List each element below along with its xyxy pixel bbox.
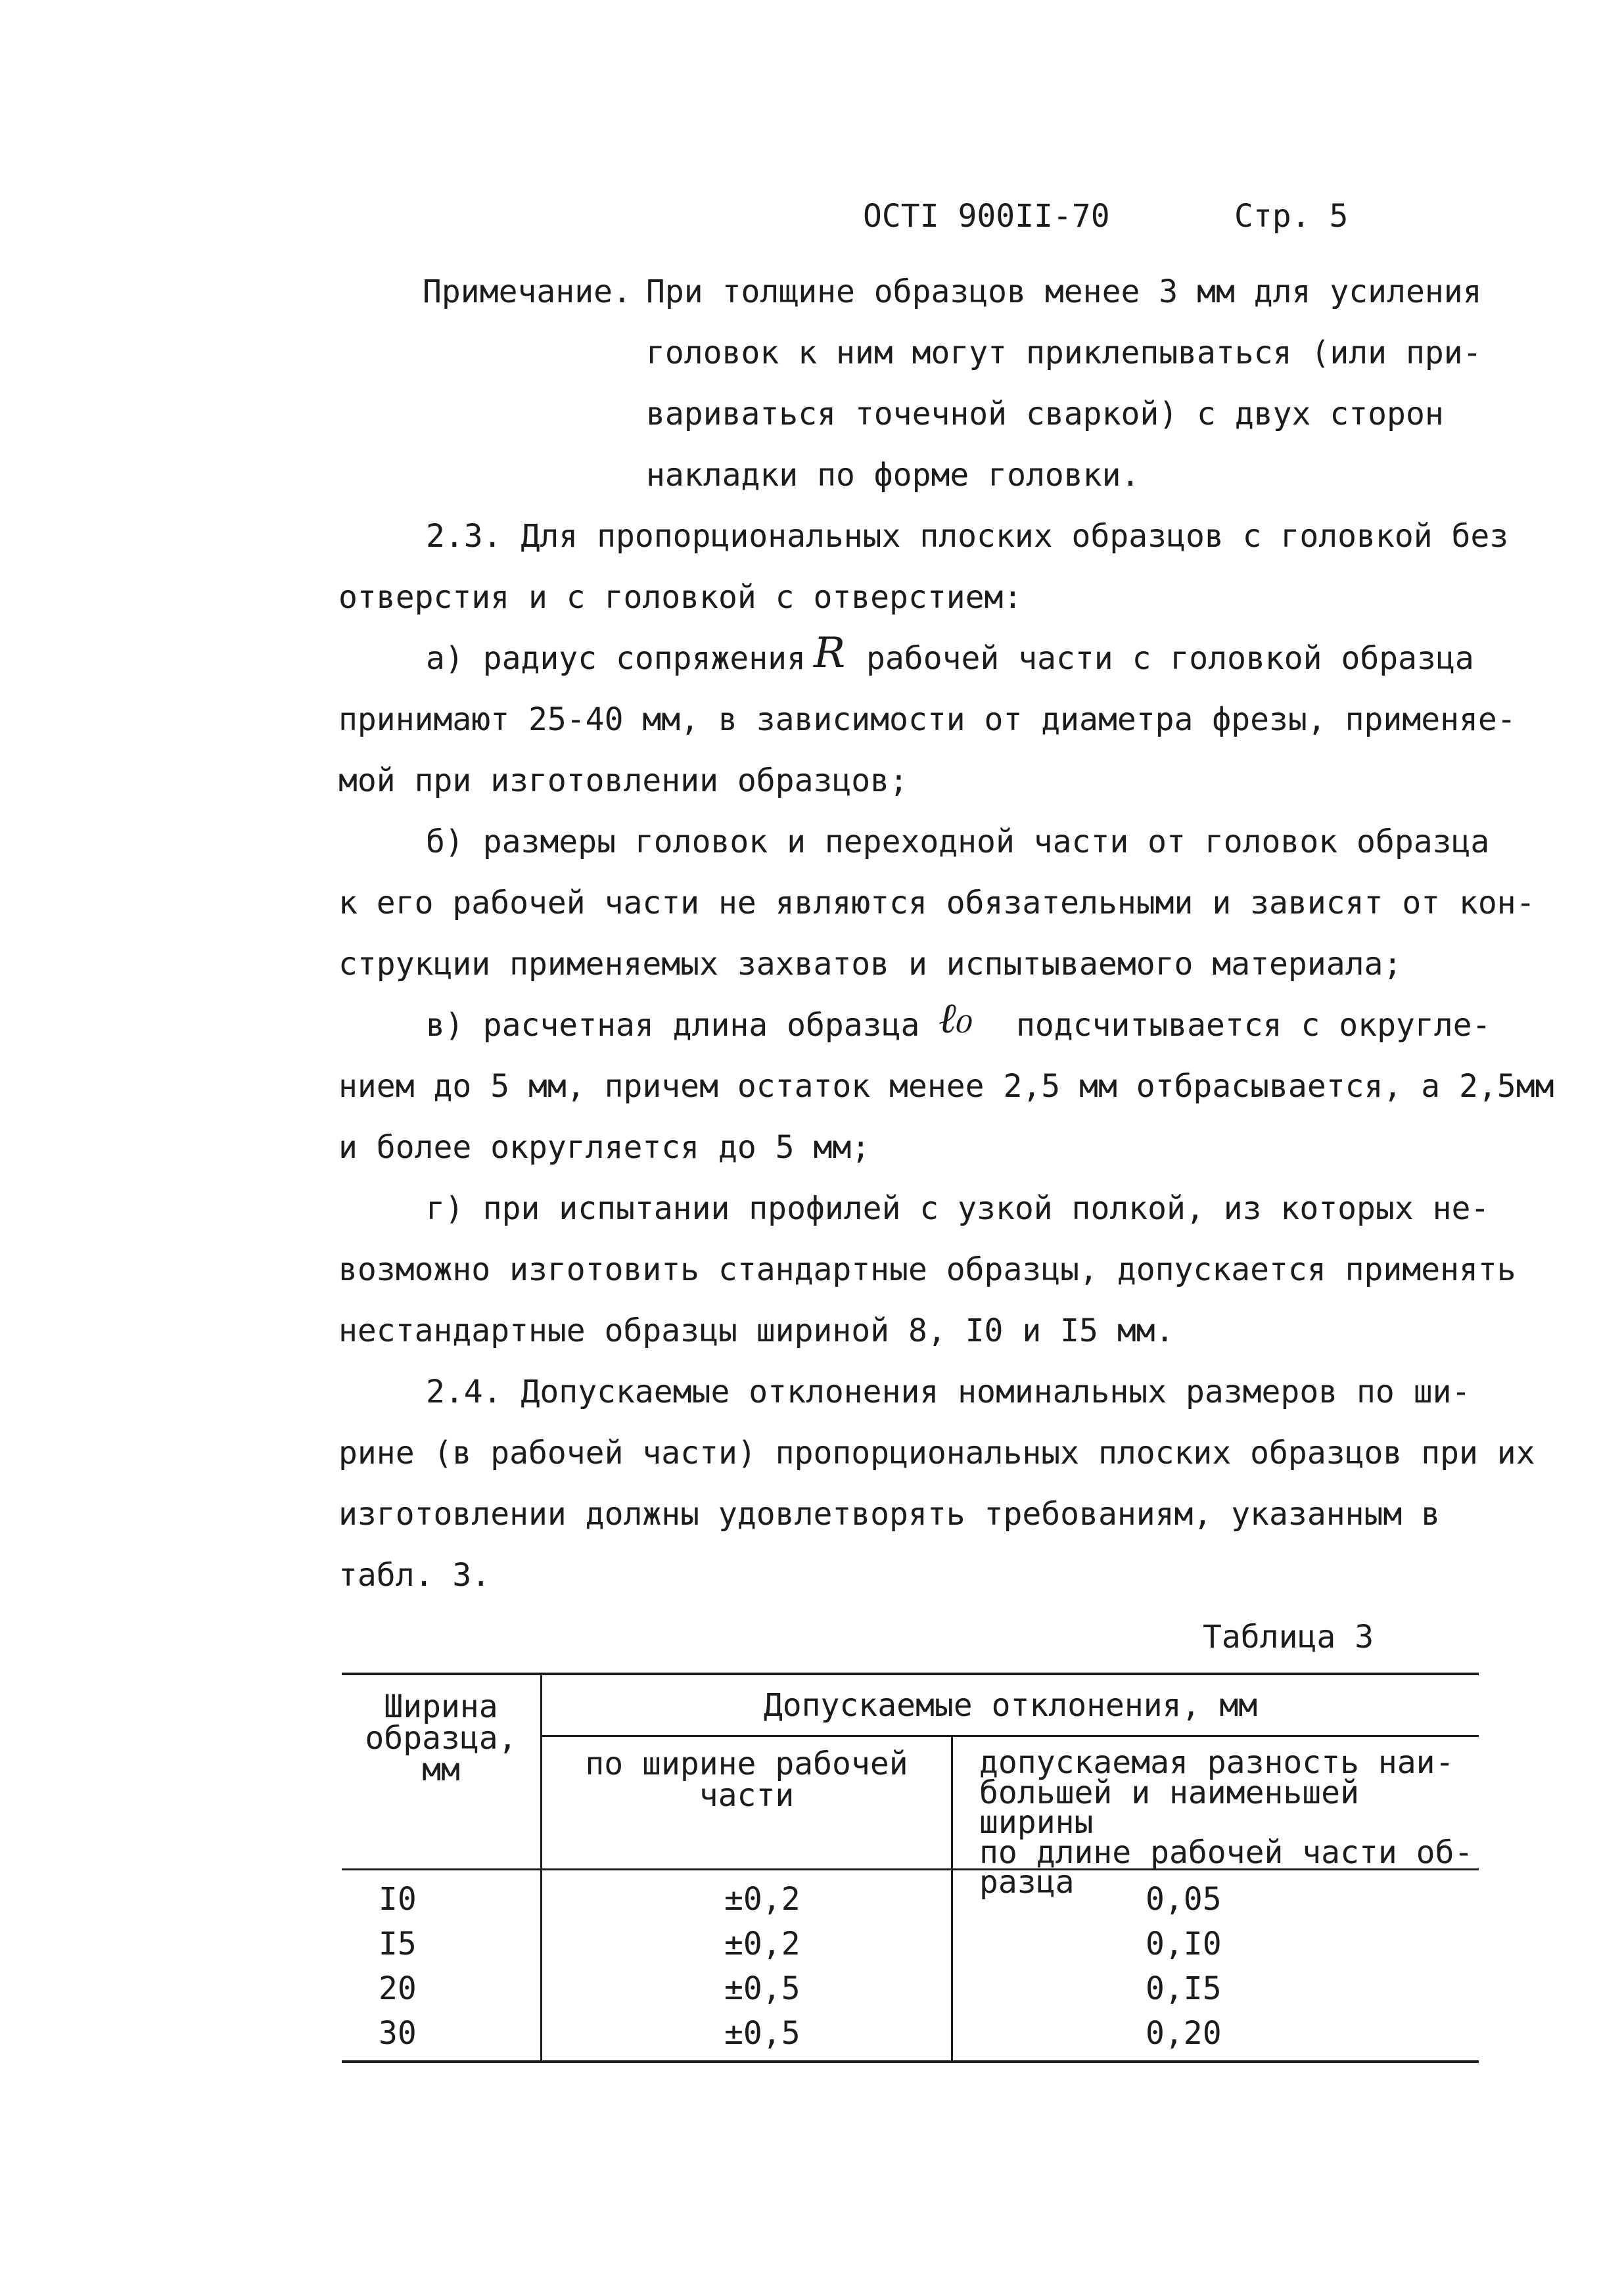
table-cell-width: I0 [379, 1881, 417, 1918]
paragraph-line: г) при испытании профилей с узкой полкой, из которых не- [426, 1190, 1490, 1227]
note-line: вариваться точечной сваркой) с двух сторон [646, 396, 1444, 432]
table-group-rule [540, 1735, 1479, 1737]
table-cell-deviation: ±0,5 [724, 2015, 800, 2052]
paragraph-line: отверстия и с головкой с отверстием: [338, 579, 1023, 616]
note-label: Примечание. [423, 273, 632, 310]
paragraph-line: табл. 3. [338, 1557, 491, 1594]
item-a-text: а) радиус сопряжения [426, 640, 806, 677]
note-line: накладки по форме головки. [646, 457, 1140, 494]
paragraph-line: мой при изготовлении образцов; [338, 762, 908, 799]
note-line: При толщине образцов менее 3 мм для усиления [646, 273, 1482, 310]
paragraph-line: к его рабочей части не являются обязательными и зависят от кон- [338, 885, 1535, 921]
paragraph-line: принимают 25-40 мм, в зависимости от диаметра фрезы, применяе- [338, 701, 1516, 738]
radius-symbol: R [814, 629, 846, 678]
item-v-text: в) расчетная длина образца [426, 1007, 920, 1044]
paragraph-line: струкции применяемых захватов и испытываемого материала; [338, 946, 1403, 983]
paragraph-line: б) размеры головок и переходной части от головок образца [426, 823, 1490, 860]
table-cell-deviation: ±0,2 [724, 1881, 800, 1918]
header-col2-label: по ширине рабочей части [585, 1746, 908, 1814]
paragraph-line: 2.3. Для пропорциональных плоских образцов с головкой без [426, 518, 1509, 555]
paragraph-line: изготовлении должны удовлетворять требованиям, указанным в [338, 1496, 1441, 1533]
length-symbol: ℓ₀ [939, 994, 973, 1043]
table-cell-width: 20 [379, 1970, 417, 2007]
table-cell-difference: 0,I0 [1146, 1926, 1222, 1962]
header-group-label: Допускаемые отклонения, мм [763, 1687, 1258, 1724]
table-col-divider [540, 1673, 542, 2063]
item-a-text: рабочей части с головкой образца [866, 640, 1474, 677]
table-cell-deviation: ±0,2 [724, 1926, 800, 1962]
table-cell-difference: 0,05 [1146, 1881, 1222, 1918]
table-bottom-rule [342, 2060, 1479, 2063]
document-code: ОСТI 900II-70 [863, 198, 1110, 235]
note-line: головок к ним могут приклепываться (или при- [646, 335, 1482, 371]
table-cell-difference: 0,I5 [1146, 1970, 1222, 2007]
table-top-rule [342, 1673, 1479, 1675]
table-cell-deviation: ±0,5 [724, 1970, 800, 2007]
header-col3-label: допускаемая разность наи- большей и наименьшей ширины по длине рабочей части об- разца [979, 1744, 1473, 1901]
paragraph-line: нестандартные образцы шириной 8, I0 и I5 мм. [338, 1312, 1174, 1349]
page-number: Стр. 5 [1234, 198, 1349, 235]
table-col-divider [951, 1735, 953, 2063]
table-cell-difference: 0,20 [1146, 2015, 1222, 2052]
item-v-text: подсчитывается с округле- [1016, 1007, 1491, 1044]
header-width-label: Ширина образца, мм [365, 1688, 517, 1788]
paragraph-line: нием до 5 мм, причем остаток менее 2,5 мм отбрасывается, а 2,5мм [338, 1068, 1554, 1105]
paragraph-line: возможно изготовить стандартные образцы, допускается применять [338, 1251, 1516, 1288]
table-cell-width: I5 [379, 1926, 417, 1962]
table-caption: Таблица 3 [1203, 1619, 1374, 1655]
paragraph-line: 2.4. Допускаемые отклонения номинальных размеров по ши- [426, 1374, 1471, 1410]
paragraph-line: и более округляется до 5 мм; [338, 1129, 871, 1166]
paragraph-line: рине (в рабочей части) пропорциональных плоских образцов при их [338, 1435, 1535, 1471]
table-cell-width: 30 [379, 2015, 417, 2052]
